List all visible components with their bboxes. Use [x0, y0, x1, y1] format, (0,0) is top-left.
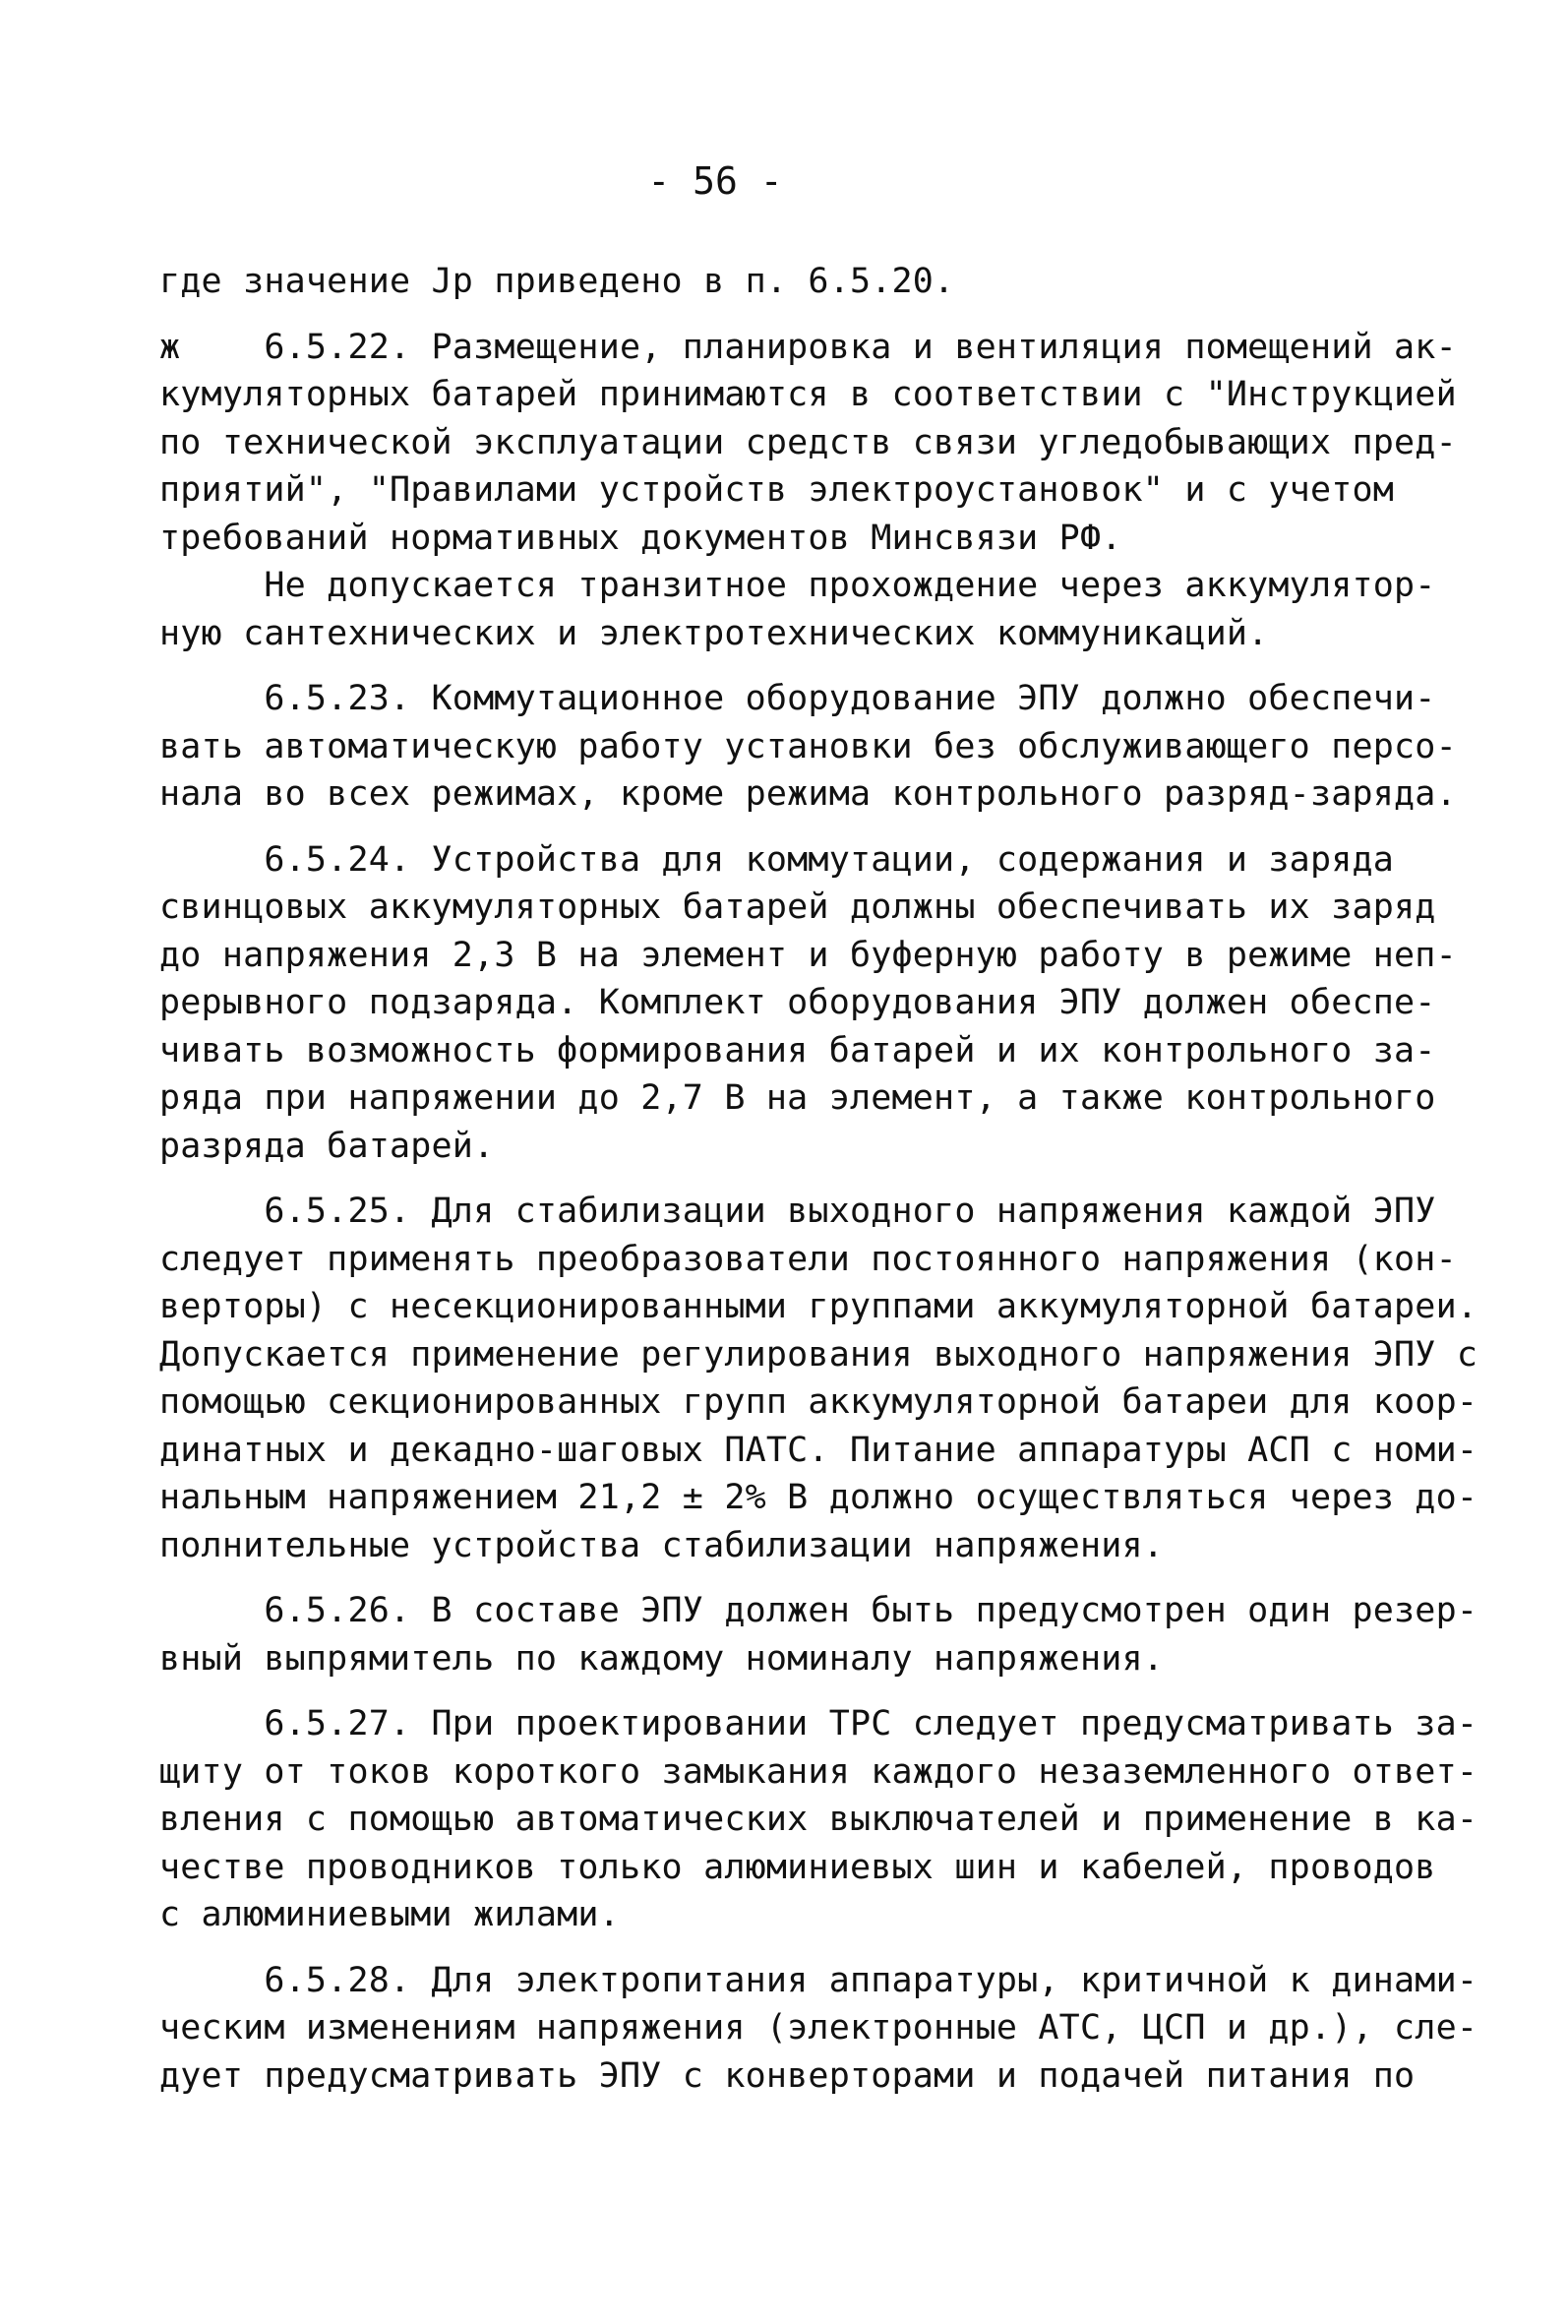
paragraph-p-6-5-24 — [159, 836, 1457, 1171]
paragraph-gap — [159, 1939, 1438, 1957]
text-line: приятий", "Правилами устройств электроустановок" и с учетом — [159, 470, 1395, 510]
body-text — [159, 258, 1478, 2100]
text-line: требований нормативных документов Минсвязи РФ. — [159, 518, 1122, 558]
text-line: вления с помощью автоматических выключателей и применение в ка- — [159, 1800, 1478, 1839]
text-line: 6.5.26. В составе ЭПУ должен быть предусмотрен один резер- — [159, 1591, 1478, 1630]
paragraph-gap — [159, 657, 1438, 675]
paragraph-gap — [159, 1170, 1438, 1188]
text-line: где значение Jр приведено в п. 6.5.20. — [159, 262, 955, 301]
text-line: разряда батарей. — [159, 1126, 495, 1166]
text-line: нала во всех режимах, кроме режима контрольного разряд-заряда. — [159, 774, 1457, 814]
text-line: до напряжения 2,3 В на элемент и буферную работу в режиме неп- — [159, 935, 1457, 975]
text-line: свинцовых аккумуляторных батарей должны обеспечивать их заряд — [159, 887, 1436, 927]
text-line: полнительные устройства стабилизации напряжения. — [159, 1525, 1165, 1565]
text-line: 6.5.28. Для электропитания аппаратуры, критичной к динами- — [159, 1960, 1478, 2000]
text-line: ряда при напряжении до 2,7 В на элемент, а также контрольного — [159, 1078, 1436, 1118]
paragraph-p-6-5-27 — [159, 1700, 1478, 1939]
paragraph-p-transit — [159, 562, 1438, 657]
text-line: вный выпрямитель по каждому номиналу напряжения. — [159, 1638, 1165, 1679]
paragraph-gap — [159, 306, 1438, 324]
paragraph-p-6-5-28 — [159, 1957, 1478, 2101]
paragraph-intro — [159, 258, 1438, 306]
text-line: следует применять преобразователи постоянного напряжения (кон- — [159, 1239, 1457, 1279]
text-line: ческим изменениям напряжения (электронные АТС, ЦСП и др.), сле- — [159, 2008, 1478, 2048]
paragraph-p-6-5-22 — [159, 324, 1457, 563]
text-line: дует предусматривать ЭПУ с конверторами и подачей питания по — [159, 2055, 1416, 2096]
paragraph-p-6-5-25 — [159, 1188, 1478, 1569]
text-line: динатных и декадно-шаговых ПАТС. Питание аппаратуры АСП с номи- — [159, 1430, 1478, 1470]
text-line: верторы) с несекционированными группами аккумуляторной батареи. — [159, 1287, 1478, 1326]
page-number: - 56 - — [647, 159, 783, 203]
text-line: честве проводников только алюминиевых шин и кабелей, проводов — [159, 1847, 1436, 1887]
text-line: кумуляторных батарей принимаются в соответствии с "Инструкцией — [159, 375, 1457, 414]
text-line: помощью секционированных групп аккумуляторной батареи для коор- — [159, 1382, 1478, 1422]
paragraph-gap — [159, 1682, 1438, 1700]
paragraph-gap — [159, 819, 1438, 836]
text-line: чивать возможность формирования батарей и их контрольного за- — [159, 1030, 1436, 1070]
text-line: Допускается применение регулирования выходного напряжения ЭПУ с — [159, 1334, 1478, 1375]
text-line: нальным напряжением 21,2 ± 2% В должно осуществляться через до- — [159, 1478, 1478, 1517]
text-line: ж 6.5.22. Размещение, планировка и вентиляция помещений ак- — [159, 327, 1457, 367]
text-line: 6.5.23. Коммутационное оборудование ЭПУ должно обеспечи- — [159, 679, 1436, 718]
text-line: 6.5.25. Для стабилизации выходного напряжения каждой ЭПУ — [159, 1192, 1436, 1231]
paragraph-gap — [159, 1569, 1438, 1587]
text-line: щиту от токов короткого замыкания каждого незаземленного ответ- — [159, 1751, 1478, 1792]
text-line: по технической эксплуатации средств связи угледобывающих пред- — [159, 422, 1457, 462]
text-line: ную сантехнических и электротехнических коммуникаций. — [159, 613, 1269, 653]
text-line: рерывного подзаряда. Комплект оборудования ЭПУ должен обеспе- — [159, 983, 1436, 1022]
paragraph-p-6-5-23 — [159, 675, 1457, 819]
text-line: 6.5.24. Устройства для коммутации, содержания и заряда — [159, 839, 1395, 880]
text-line: вать автоматическую работу установки без обслуживающего персо- — [159, 726, 1457, 766]
text-line: 6.5.27. При проектировании ТРС следует предусматривать за- — [159, 1704, 1478, 1743]
text-line: с алюминиевыми жилами. — [159, 1895, 620, 1934]
paragraph-p-6-5-26 — [159, 1587, 1478, 1682]
text-line: Не допускается транзитное прохождение через аккумулятор- — [159, 566, 1436, 605]
